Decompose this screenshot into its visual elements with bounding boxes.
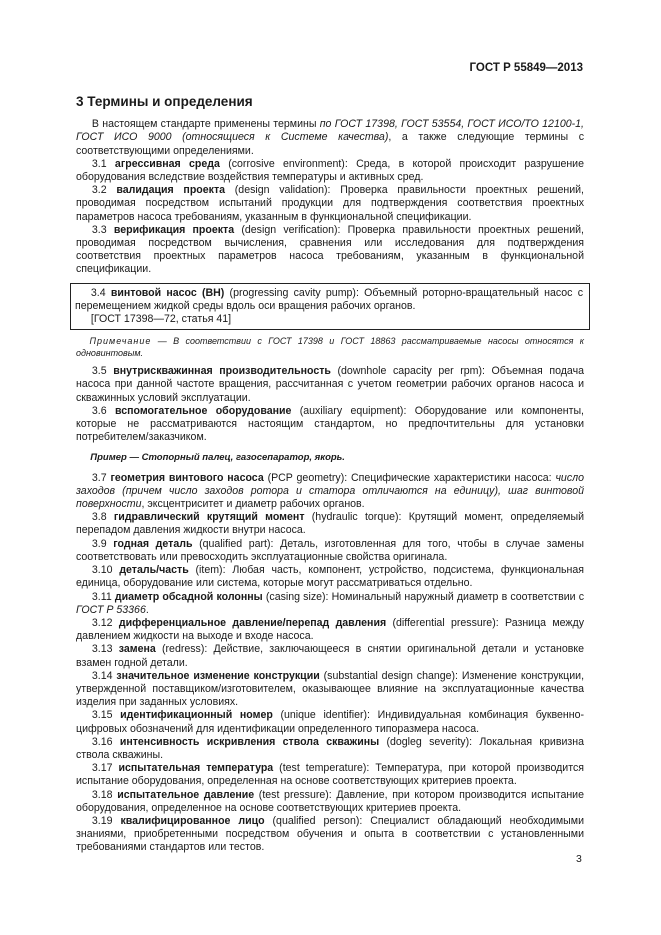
term-definition-end: , эксцентриситет и диаметр рабочих органов.: [141, 498, 365, 511]
term-3-4: [75, 287, 583, 313]
term-name: деталь/часть: [119, 564, 189, 577]
term-name: значительное изменение конструкции: [116, 669, 320, 682]
term-number: 3.13: [91, 643, 113, 656]
term-definition: (hydraulic torque): Крутящий момент, определяемый перепадом давления жидкости внутри насоса.: [76, 511, 585, 537]
term-name: вспомогательное оборудование: [114, 404, 292, 417]
term-definition: (item): Любая часть, компонент, устройство, подсистема, функциональная единица, оборудование или система, которые могут рассматриваться отдельно.: [76, 564, 584, 590]
term-name: геометрия винтового насоса: [110, 471, 264, 484]
term-item: [76, 789, 584, 815]
term-item: [76, 564, 584, 590]
term-number: 3.1: [91, 157, 107, 170]
term-number: 3.12: [91, 616, 113, 629]
term-name: гидравлический крутящий момент: [113, 511, 305, 524]
term-definition: (qualified person): Специалист обладающий необходимыми знаниями, приобретенными посредством обучения и опыта в соответствии с установленными требованиями стандартов или тестов.: [76, 814, 584, 854]
term-number: 3.19: [91, 814, 113, 827]
term-name: замена: [118, 643, 156, 656]
term-source-text: [ГОСТ 17398—72, статья 41]: [90, 313, 232, 326]
term-number: 3.3: [91, 223, 107, 236]
term-name: внутрискважинная производительность: [113, 365, 331, 378]
term-definition: (auxiliary equipment): Оборудование или компоненты, которые не рассматриваются настоящим стандартом, но предпочтительны для установки потребителем/заказчиком.: [76, 404, 585, 444]
note-text: — В соответствии с ГОСТ 17398 и ГОСТ 18863 рассматриваемые насосы относятся к одновинтовым.: [76, 336, 584, 358]
term-number: 3.7: [91, 471, 107, 484]
term-item: [76, 405, 584, 445]
terms-list-d: [76, 617, 584, 855]
term-definition: (substantial design change): Изменение конструкции, утвержденной поставщиком/изготовителем, оказывающее влияние на эксплуатационные качества изделия при заданных условиях.: [76, 669, 585, 709]
term-name: валидация проекта: [116, 184, 226, 197]
intro-text-end: , а также следующие термины с соответствующими определениями.: [76, 131, 584, 157]
term-item: [76, 538, 584, 564]
term-name: идентификационный номер: [120, 709, 273, 722]
term-definition: (downhole capacity per rpm): Объемная подача насоса при данной частоте вращения, рассчитанная с учетом геометрии рабочих органов насоса и скважинных условий эксплуатации.: [76, 365, 584, 404]
term-definition-end: .: [145, 603, 149, 616]
term-definition: (differential pressure): Разница между давлением жидкости на выходе и входе насоса.: [76, 616, 584, 643]
intro-text: В настоящем стандарте применены термины: [91, 118, 320, 131]
terms-list-c: [76, 511, 584, 590]
term-number: 3.5: [91, 365, 107, 378]
term-name: агрессивная среда: [114, 157, 220, 170]
term-number: 3.10: [91, 564, 113, 577]
term-item: [76, 762, 584, 788]
term-italic: число заходов (причем число заходов ротора и статора отличаются на единицу), шаг винтовой поверхности: [76, 471, 584, 511]
term-3-7: [76, 472, 584, 512]
term-definition: (qualified part): Деталь, изготовленная для того, чтобы в случае замены соответствовать или превосходить эксплуатационные свойства оригинала.: [76, 537, 584, 563]
terms-list-b: [76, 365, 584, 444]
term-item: [76, 736, 584, 762]
term-name: испытательное давление: [117, 788, 255, 801]
term-source: [75, 313, 583, 326]
term-definition: (progressing cavity pump): Объемный роторно-вращательный насос с перемещением жидкой среды вдоль оси вращения рабочих органов.: [75, 286, 583, 312]
intro-paragraph: [76, 118, 584, 158]
term-number: 3.4: [90, 286, 106, 299]
term-item: [76, 184, 584, 224]
term-number: 3.2: [91, 184, 107, 197]
term-definition: (corrosive environment): Среда, в которой происходит разрушение оборудования вследствие воздействия температуры и активных сред.: [76, 157, 584, 184]
term-number: 3.8: [91, 511, 107, 524]
term-item: [76, 224, 584, 277]
term-item: [76, 709, 584, 735]
example-text: Пример — Стопорный палец, газосепаратор, якорь.: [90, 452, 345, 464]
term-name: квалифицированное лицо: [120, 814, 265, 827]
term-item: [76, 815, 584, 855]
term-name: интенсивность искривления ствола скважины: [119, 735, 380, 748]
term-number: 3.11: [91, 590, 112, 603]
term-name: годная деталь: [113, 537, 193, 550]
term-number: 3.14: [91, 669, 113, 682]
document-id: ГОСТ Р 55849—2013: [469, 62, 583, 74]
term-definition: (design validation): Проверка правильности проектных решений, проводимая посредством испытаний продукции для подтверждения соответствия проектных параметров насоса требованиям, указанным в функциональной спецификации.: [76, 184, 584, 223]
term-item: [76, 617, 584, 643]
term-definition: (redress): Действие, заключающееся в снятии оригинальной детали и установке взамен годной детали.: [76, 643, 584, 669]
term-item: [76, 365, 584, 405]
term-number: 3.17: [91, 762, 113, 775]
term-number: 3.15: [91, 709, 113, 722]
term-number: 3.9: [91, 537, 107, 550]
note-label: Примечание: [89, 336, 152, 347]
term-number: 3.6: [91, 404, 107, 417]
term-item: [76, 670, 584, 710]
page-number: 3: [576, 853, 582, 865]
boxed-term: [70, 283, 590, 331]
term-definition: (casing size): Номинальный наружный диаметр в соответствии с: [262, 590, 585, 603]
intro-refs: по ГОСТ 17398, ГОСТ 53554, ГОСТ ИСО/ТО 12100-1, ГОСТ ИСО 9000 (относящиеся к Системе качества): [76, 118, 584, 144]
term-definition: (dogleg severity): Локальная кривизна ствола скважины.: [76, 735, 584, 761]
term-item: [76, 511, 584, 537]
term-definition: (design verification): Проверка правильности проектных решений, проводимая посредством вычисления, сравнения или исследования для подтверждения соответствия проектных параметров насоса требованиям, указанным в функциональной спецификации.: [76, 223, 584, 276]
term-item: [76, 643, 584, 669]
term-name: винтовой насос (ВН): [110, 286, 225, 299]
note: [76, 336, 584, 359]
term-definition: (test pressure): Давление, при котором производится испытание оборудования, определенное на основе соответствующих критериев проекта.: [76, 788, 584, 814]
term-definition: (unique identifier): Индивидуальная комбинация буквенно-цифровых обозначений для идентификации определенного типоразмера насоса.: [76, 709, 584, 735]
terms-list-a: [76, 158, 584, 277]
term-name: дифференциальное давление/перепад давления: [118, 616, 387, 629]
term-definition: (test temperature): Температура, при которой производится испытание оборудования, определенная на основе соответствующих критериев проекта.: [76, 762, 584, 788]
term-item: [76, 158, 584, 184]
page-content: [76, 95, 584, 855]
term-definition: (PCP geometry): Специфические характеристики насоса:: [263, 471, 556, 484]
term-number: 3.18: [91, 788, 113, 801]
term-name: диаметр обсадной колонны: [114, 590, 263, 603]
section-title: 3 Термины и определения: [76, 94, 253, 109]
term-name: верификация проекта: [113, 223, 235, 236]
term-number: 3.16: [91, 735, 113, 748]
term-3-11: [76, 591, 584, 617]
term-name: испытательная температура: [118, 762, 274, 775]
term-ref: ГОСТ Р 53366: [76, 603, 146, 616]
example: [76, 451, 584, 464]
